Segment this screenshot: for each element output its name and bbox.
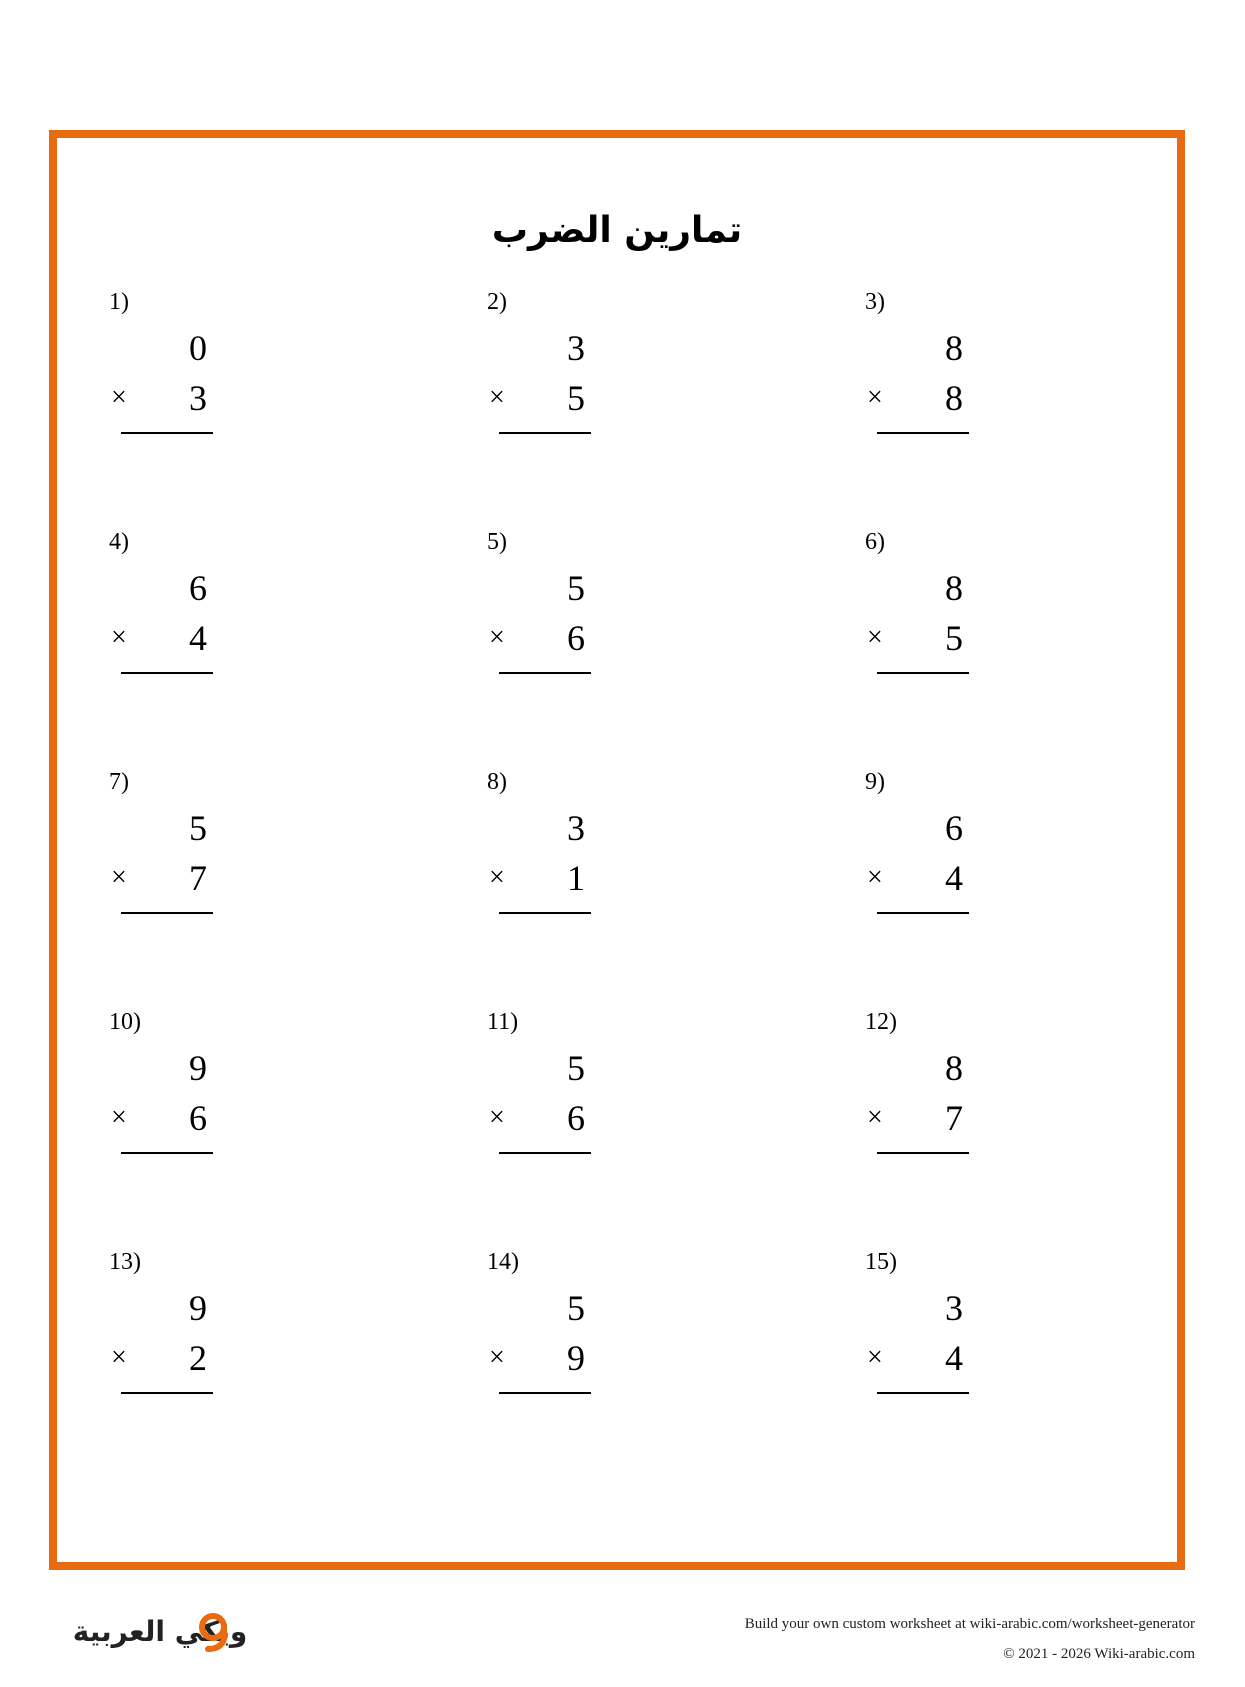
problem-7 [109, 768, 219, 918]
problem-8 [487, 768, 597, 918]
multiply-sign: × [111, 862, 127, 893]
answer-line [499, 672, 591, 674]
wiki-arabic-logo [58, 1605, 248, 1653]
multiplicand: 3 [567, 808, 585, 848]
multiply-sign: × [489, 1102, 505, 1133]
problem-number: 15) [865, 1249, 897, 1275]
problem-number: 9) [865, 769, 885, 795]
answer-line [121, 1392, 213, 1394]
multiplier: 9 [567, 1338, 585, 1378]
answer-line [877, 1392, 969, 1394]
problem-1 [109, 288, 219, 438]
multiply-sign: × [489, 1342, 505, 1373]
multiplier: 7 [189, 858, 207, 898]
multiplier: 6 [567, 618, 585, 658]
answer-line [121, 432, 213, 434]
multiplicand: 9 [189, 1048, 207, 1088]
multiplier: 2 [189, 1338, 207, 1378]
problem-2 [487, 288, 597, 438]
answer-line [877, 1152, 969, 1154]
problem-number: 11) [487, 1009, 519, 1035]
multiplicand: 3 [945, 1288, 963, 1328]
answer-line [499, 1152, 591, 1154]
multiplier: 4 [945, 1338, 963, 1378]
multiply-sign: × [111, 1342, 127, 1373]
problem-number: 1) [109, 289, 129, 315]
multiply-sign: × [111, 1102, 127, 1133]
multiplier: 3 [189, 378, 207, 418]
svg-text:ويكي العربية: ويكي العربية [72, 1615, 248, 1648]
multiplicand: 5 [567, 1288, 585, 1328]
worksheet-frame [49, 130, 1185, 1570]
answer-line [499, 1392, 591, 1394]
problem-number: 12) [865, 1009, 897, 1035]
problem-number: 3) [865, 289, 885, 315]
multiply-sign: × [111, 622, 127, 653]
multiplicand: 3 [567, 328, 585, 368]
multiply-sign: × [489, 622, 505, 653]
answer-line [499, 432, 591, 434]
problem-11 [487, 1008, 597, 1158]
answer-line [121, 672, 213, 674]
multiplier: 7 [945, 1098, 963, 1138]
multiply-sign: × [867, 622, 883, 653]
problem-10 [109, 1008, 219, 1158]
multiplier: 4 [945, 858, 963, 898]
multiplier: 4 [189, 618, 207, 658]
answer-line [499, 912, 591, 914]
problem-grid [57, 138, 1177, 1562]
worksheet-title: تمارين الضرب [491, 210, 743, 251]
problem-number: 4) [109, 529, 129, 555]
multiply-sign: × [111, 382, 127, 413]
multiply-sign: × [867, 1342, 883, 1373]
multiplicand: 6 [945, 808, 963, 848]
multiplicand: 8 [945, 328, 963, 368]
problem-14 [487, 1248, 597, 1398]
problem-15 [865, 1248, 975, 1398]
multiplicand: 8 [945, 568, 963, 608]
problem-number: 6) [865, 529, 885, 555]
multiply-sign: × [867, 1102, 883, 1133]
answer-line [121, 1152, 213, 1154]
multiply-sign: × [867, 382, 883, 413]
multiplicand: 9 [189, 1288, 207, 1328]
footer-build-link[interactable]: Build your own custom worksheet at wiki-arabic.com/worksheet-generator [744, 1616, 1195, 1632]
problem-13 [109, 1248, 219, 1398]
multiplier: 6 [567, 1098, 585, 1138]
problem-number: 2) [487, 289, 507, 315]
problem-5 [487, 528, 597, 678]
multiplier: 6 [189, 1098, 207, 1138]
multiplicand: 5 [567, 1048, 585, 1088]
problem-number: 7) [109, 769, 129, 795]
multiply-sign: × [489, 862, 505, 893]
answer-line [877, 672, 969, 674]
problem-number: 14) [487, 1249, 519, 1275]
footer-copyright: © 2021 - 2026 Wiki-arabic.com [1003, 1646, 1195, 1662]
multiplicand: 5 [189, 808, 207, 848]
answer-line [877, 432, 969, 434]
multiplier: 8 [945, 378, 963, 418]
problem-6 [865, 528, 975, 678]
answer-line [121, 912, 213, 914]
multiply-sign: × [489, 382, 505, 413]
multiplier: 1 [567, 858, 585, 898]
multiply-sign: × [867, 862, 883, 893]
multiplicand: 6 [189, 568, 207, 608]
problem-9 [865, 768, 975, 918]
multiplier: 5 [945, 618, 963, 658]
problem-number: 13) [109, 1249, 141, 1275]
problem-number: 8) [487, 769, 507, 795]
multiplier: 5 [567, 378, 585, 418]
problem-number: 10) [109, 1009, 141, 1035]
problem-number: 5) [487, 529, 507, 555]
answer-line [877, 912, 969, 914]
problem-3 [865, 288, 975, 438]
problem-12 [865, 1008, 975, 1158]
problem-4 [109, 528, 219, 678]
multiplicand: 0 [189, 328, 207, 368]
multiplicand: 5 [567, 568, 585, 608]
multiplicand: 8 [945, 1048, 963, 1088]
